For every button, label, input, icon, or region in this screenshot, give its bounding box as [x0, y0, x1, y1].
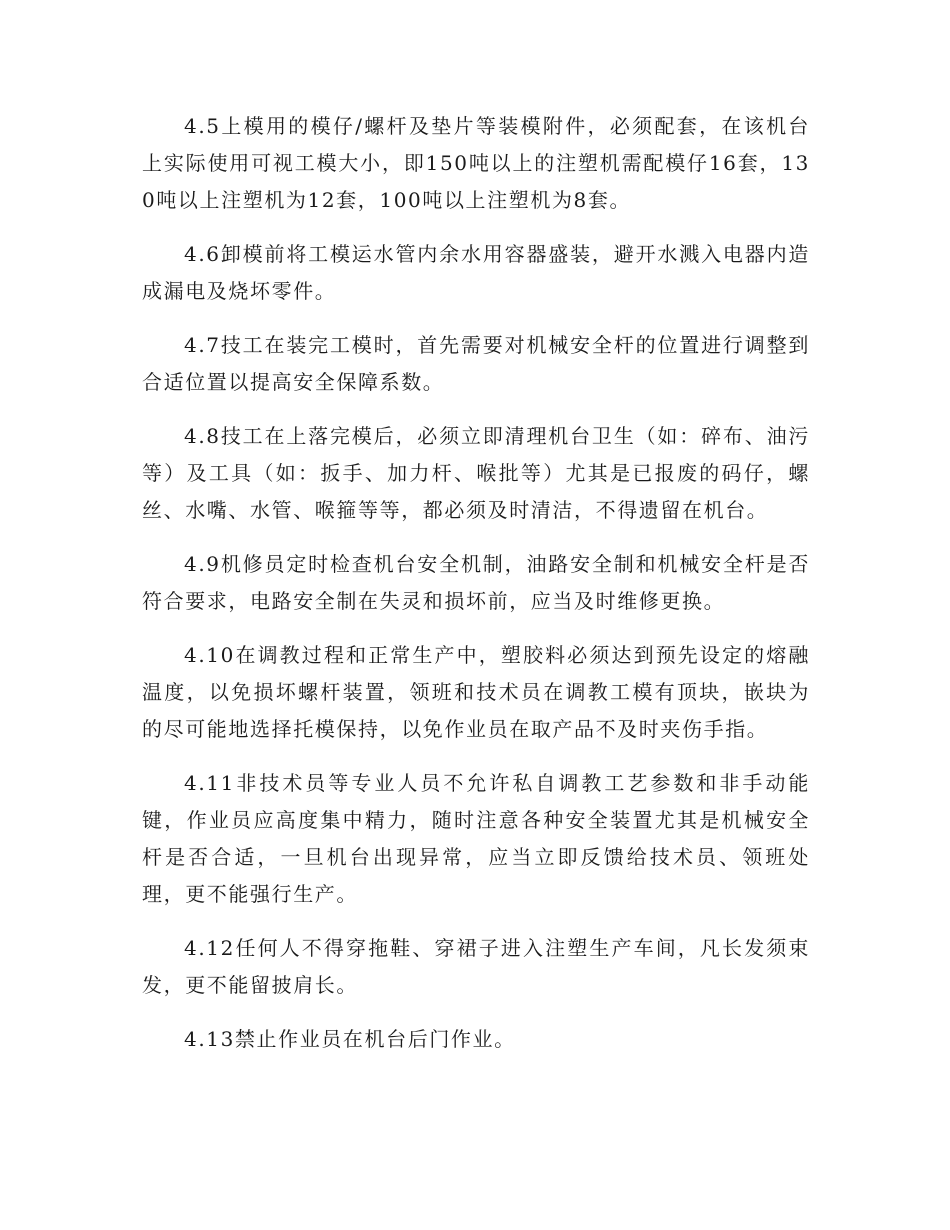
paragraph-4-11: 4.11非技术员等专业人员不允许私自调教工艺参数和非手动能键，作业员应高度集中精力，随时注意各种安全装置尤其是机械安全杆是否合适，一旦机台出现异常，应当立即反馈给技术员、领班处理，更不能强行生产。	[142, 771, 810, 906]
paragraph-4-13: 4.13禁止作业员在机台后门作业。	[184, 1027, 516, 1051]
paragraph-4-6: 4.6卸模前将工模运水管内余水用容器盛装，避开水溅入电器内造成漏电及烧坏零件。	[142, 242, 810, 303]
paragraph-4-12: 4.12任何人不得穿拖鞋、穿裙子进入注塑生产车间，凡长发须束发，更不能留披肩长。	[142, 936, 810, 997]
document-page	[142, 108, 810, 1075]
paragraph-4-5: 4.5上模用的模仔/螺杆及垫片等装模附件，必须配套，在该机台上实际使用可视工模大小，即150吨以上的注塑机需配模仔16套，130吨以上注塑机为12套，100吨以上注塑机为8套。	[142, 114, 810, 212]
paragraph-4-10: 4.10在调教过程和正常生产中，塑胶料必须达到预先设定的熔融温度，以免损坏螺杆装置，领班和技术员在调教工模有顶块，嵌块为的尽可能地选择托模保持，以免作业员在取产品不及时夹伤手指。	[142, 643, 810, 741]
paragraph-4-9: 4.9机修员定时检查机台安全机制，油路安全制和机械安全杆是否符合要求，电路安全制在失灵和损坏前，应当及时维修更换。	[142, 552, 810, 613]
paragraph-4-7: 4.7技工在装完工模时，首先需要对机械安全杆的位置进行调整到合适位置以提高安全保障系数。	[142, 333, 810, 394]
paragraph-4-8: 4.8技工在上落完模后，必须立即清理机台卫生（如：碎布、油污等）及工具（如：扳手、加力杆、喉批等）尤其是已报废的码仔，螺丝、水嘴、水管、喉箍等等，都必须及时清洁，不得遗留在机台。	[142, 424, 810, 522]
